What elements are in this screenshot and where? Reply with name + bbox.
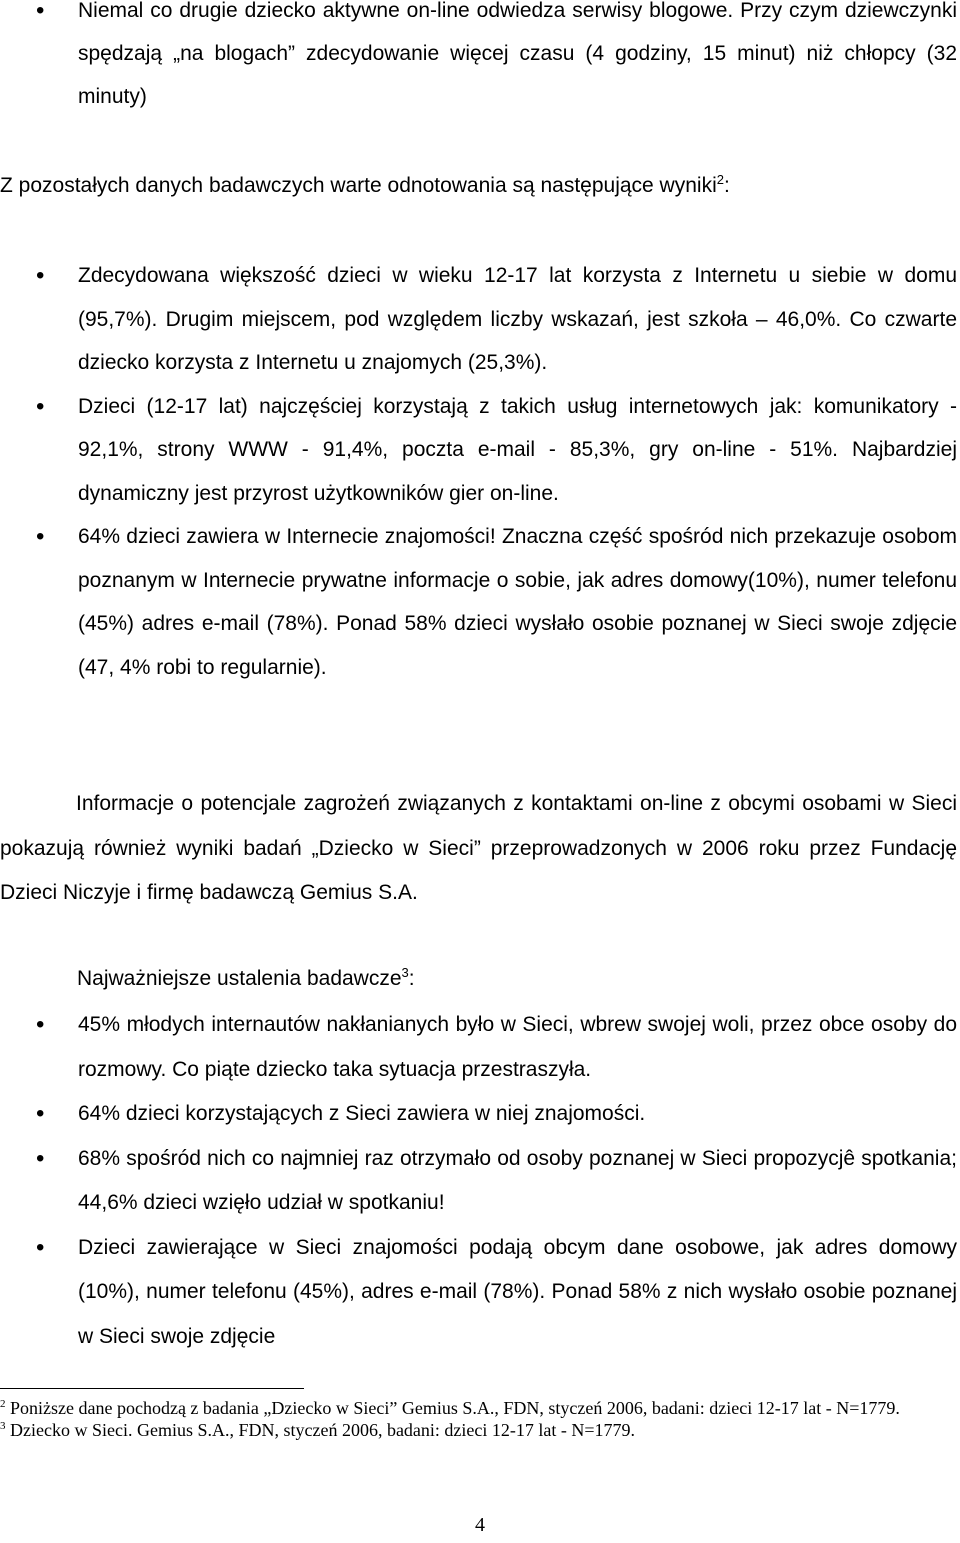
footnote-number: 3 bbox=[0, 1420, 6, 1432]
footnote-ref-3: 3 bbox=[401, 965, 409, 980]
list-item bbox=[0, 1137, 960, 1226]
list-item-text: Dzieci zawierające w Sieci znajomości podają obcym dane osobowe, jak adres domowy (10%), numer telefonu (45%), adres e-mail (78%). Ponad 58% z nich wysłało osobie poznanej w Sieci swoje zdjęcie bbox=[78, 1235, 957, 1348]
bullet-icon: • bbox=[36, 262, 45, 289]
list-item bbox=[0, 515, 960, 689]
footnote-ref-2: 2 bbox=[716, 172, 724, 187]
list-item bbox=[0, 1003, 960, 1092]
list-item-text: 64% dzieci korzystających z Sieci zawiera w niej znajomości. bbox=[78, 1102, 646, 1125]
footnote-number: 2 bbox=[0, 1398, 6, 1410]
list-item bbox=[0, 1092, 960, 1137]
intro-suffix: : bbox=[723, 174, 730, 197]
bullet-icon: • bbox=[36, 1011, 45, 1038]
survey-results-list bbox=[0, 254, 960, 689]
footnote-divider bbox=[0, 1388, 304, 1389]
findings-heading bbox=[77, 959, 947, 999]
footnote bbox=[0, 1419, 955, 1441]
intro-paragraph bbox=[0, 166, 960, 206]
intro-text: Z pozostałych danych badawczych warte odnotowania są następujące wyniki bbox=[0, 174, 717, 197]
findings-text: Najważniejsze ustalenia badawcze bbox=[77, 967, 402, 990]
page-number: 4 bbox=[475, 1514, 485, 1536]
list-item bbox=[0, 254, 960, 385]
bullet-icon: • bbox=[36, 1144, 45, 1172]
footnote-text: Dziecko w Sieci. Gemius S.A., FDN, styczeń 2006, badani: dzieci 12-17 lat - N=1779. bbox=[10, 1420, 636, 1440]
list-item-text: Niemal co drugie dziecko aktywne on-line odwiedza serwisy blogowe. Przy czym dziewczynki spędzają „na blogach” zdecydowanie więcej czasu (4 godziny, 15 minut) niż chłopcy (32 minuty) bbox=[78, 0, 957, 108]
blog-stats-list bbox=[0, 0, 960, 118]
list-item-text: Zdecydowana większość dzieci w wieku 12-17 lat korzysta z Internetu u siebie w domu (95,7%). Drugim miejscem, pod względem liczby wskazań, jest szkoła – 46,0%. Co czwarte dziecko korzysta z Internetu u znajomych (25,3%). bbox=[78, 264, 957, 374]
bullet-icon: • bbox=[36, 523, 45, 550]
bullet-icon: • bbox=[36, 0, 45, 24]
bullet-icon: • bbox=[36, 392, 45, 420]
list-item bbox=[0, 1226, 960, 1360]
list-item bbox=[0, 0, 960, 118]
footnote bbox=[0, 1397, 955, 1419]
list-item-text: Dzieci (12-17 lat) najczęściej korzystają z takich usług internetowych jak: komunikatory - 92,1%, strony WWW - 91,4%, poczta e-mail - 85,3%, gry on-line - 51%. Najbardziej dynamiczny jest przyrost użytkowników gier on-line. bbox=[78, 394, 957, 505]
key-findings-list bbox=[0, 1003, 960, 1359]
list-item bbox=[0, 385, 960, 516]
list-item-text: 68% spośród nich co najmniej raz otrzymało od osoby poznanej w Sieci propozycjê spotkania; 44,6% dzieci wzięło udział w spotkaniu! bbox=[78, 1146, 957, 1214]
footnotes bbox=[0, 1397, 955, 1441]
list-item-text: 45% młodych internautów nakłanianych było w Sieci, wbrew swojej woli, przez obce osoby do rozmowy. Co piąte dziecko taka sytuacja przestraszyła. bbox=[78, 1013, 957, 1081]
main-paragraph: Informacje o potencjale zagrożeń związanych z kontaktami on-line z obcymi osobami w Sieci pokazują również wyniki badań „Dziecko w Sieci” przeprowadzonych w 2006 roku przez Fundację Dzieci Niczyje i firmę badawczą Gemius S.A. bbox=[0, 792, 957, 904]
findings-suffix: : bbox=[408, 967, 415, 990]
bullet-icon: • bbox=[36, 1100, 45, 1127]
footnote-text: Poniższe dane pochodzą z badania „Dziecko w Sieci” Gemius S.A., FDN, styczeń 2006, badani: dzieci 12-17 lat - N=1779. bbox=[10, 1398, 900, 1418]
bullet-icon: • bbox=[36, 1233, 45, 1261]
list-item-text: 64% dzieci zawiera w Internecie znajomości! Znaczna część spośród nich przekazuje osobom poznanym w Internecie prywatne informacje o sobie, jak adres domowy(10%), numer telefonu (45%) adres e-mail (78%). Ponad 58% dzieci wysłało osobie poznanej w Sieci swoje zdjęcie (47, 4% robi to regularnie). bbox=[78, 525, 957, 679]
